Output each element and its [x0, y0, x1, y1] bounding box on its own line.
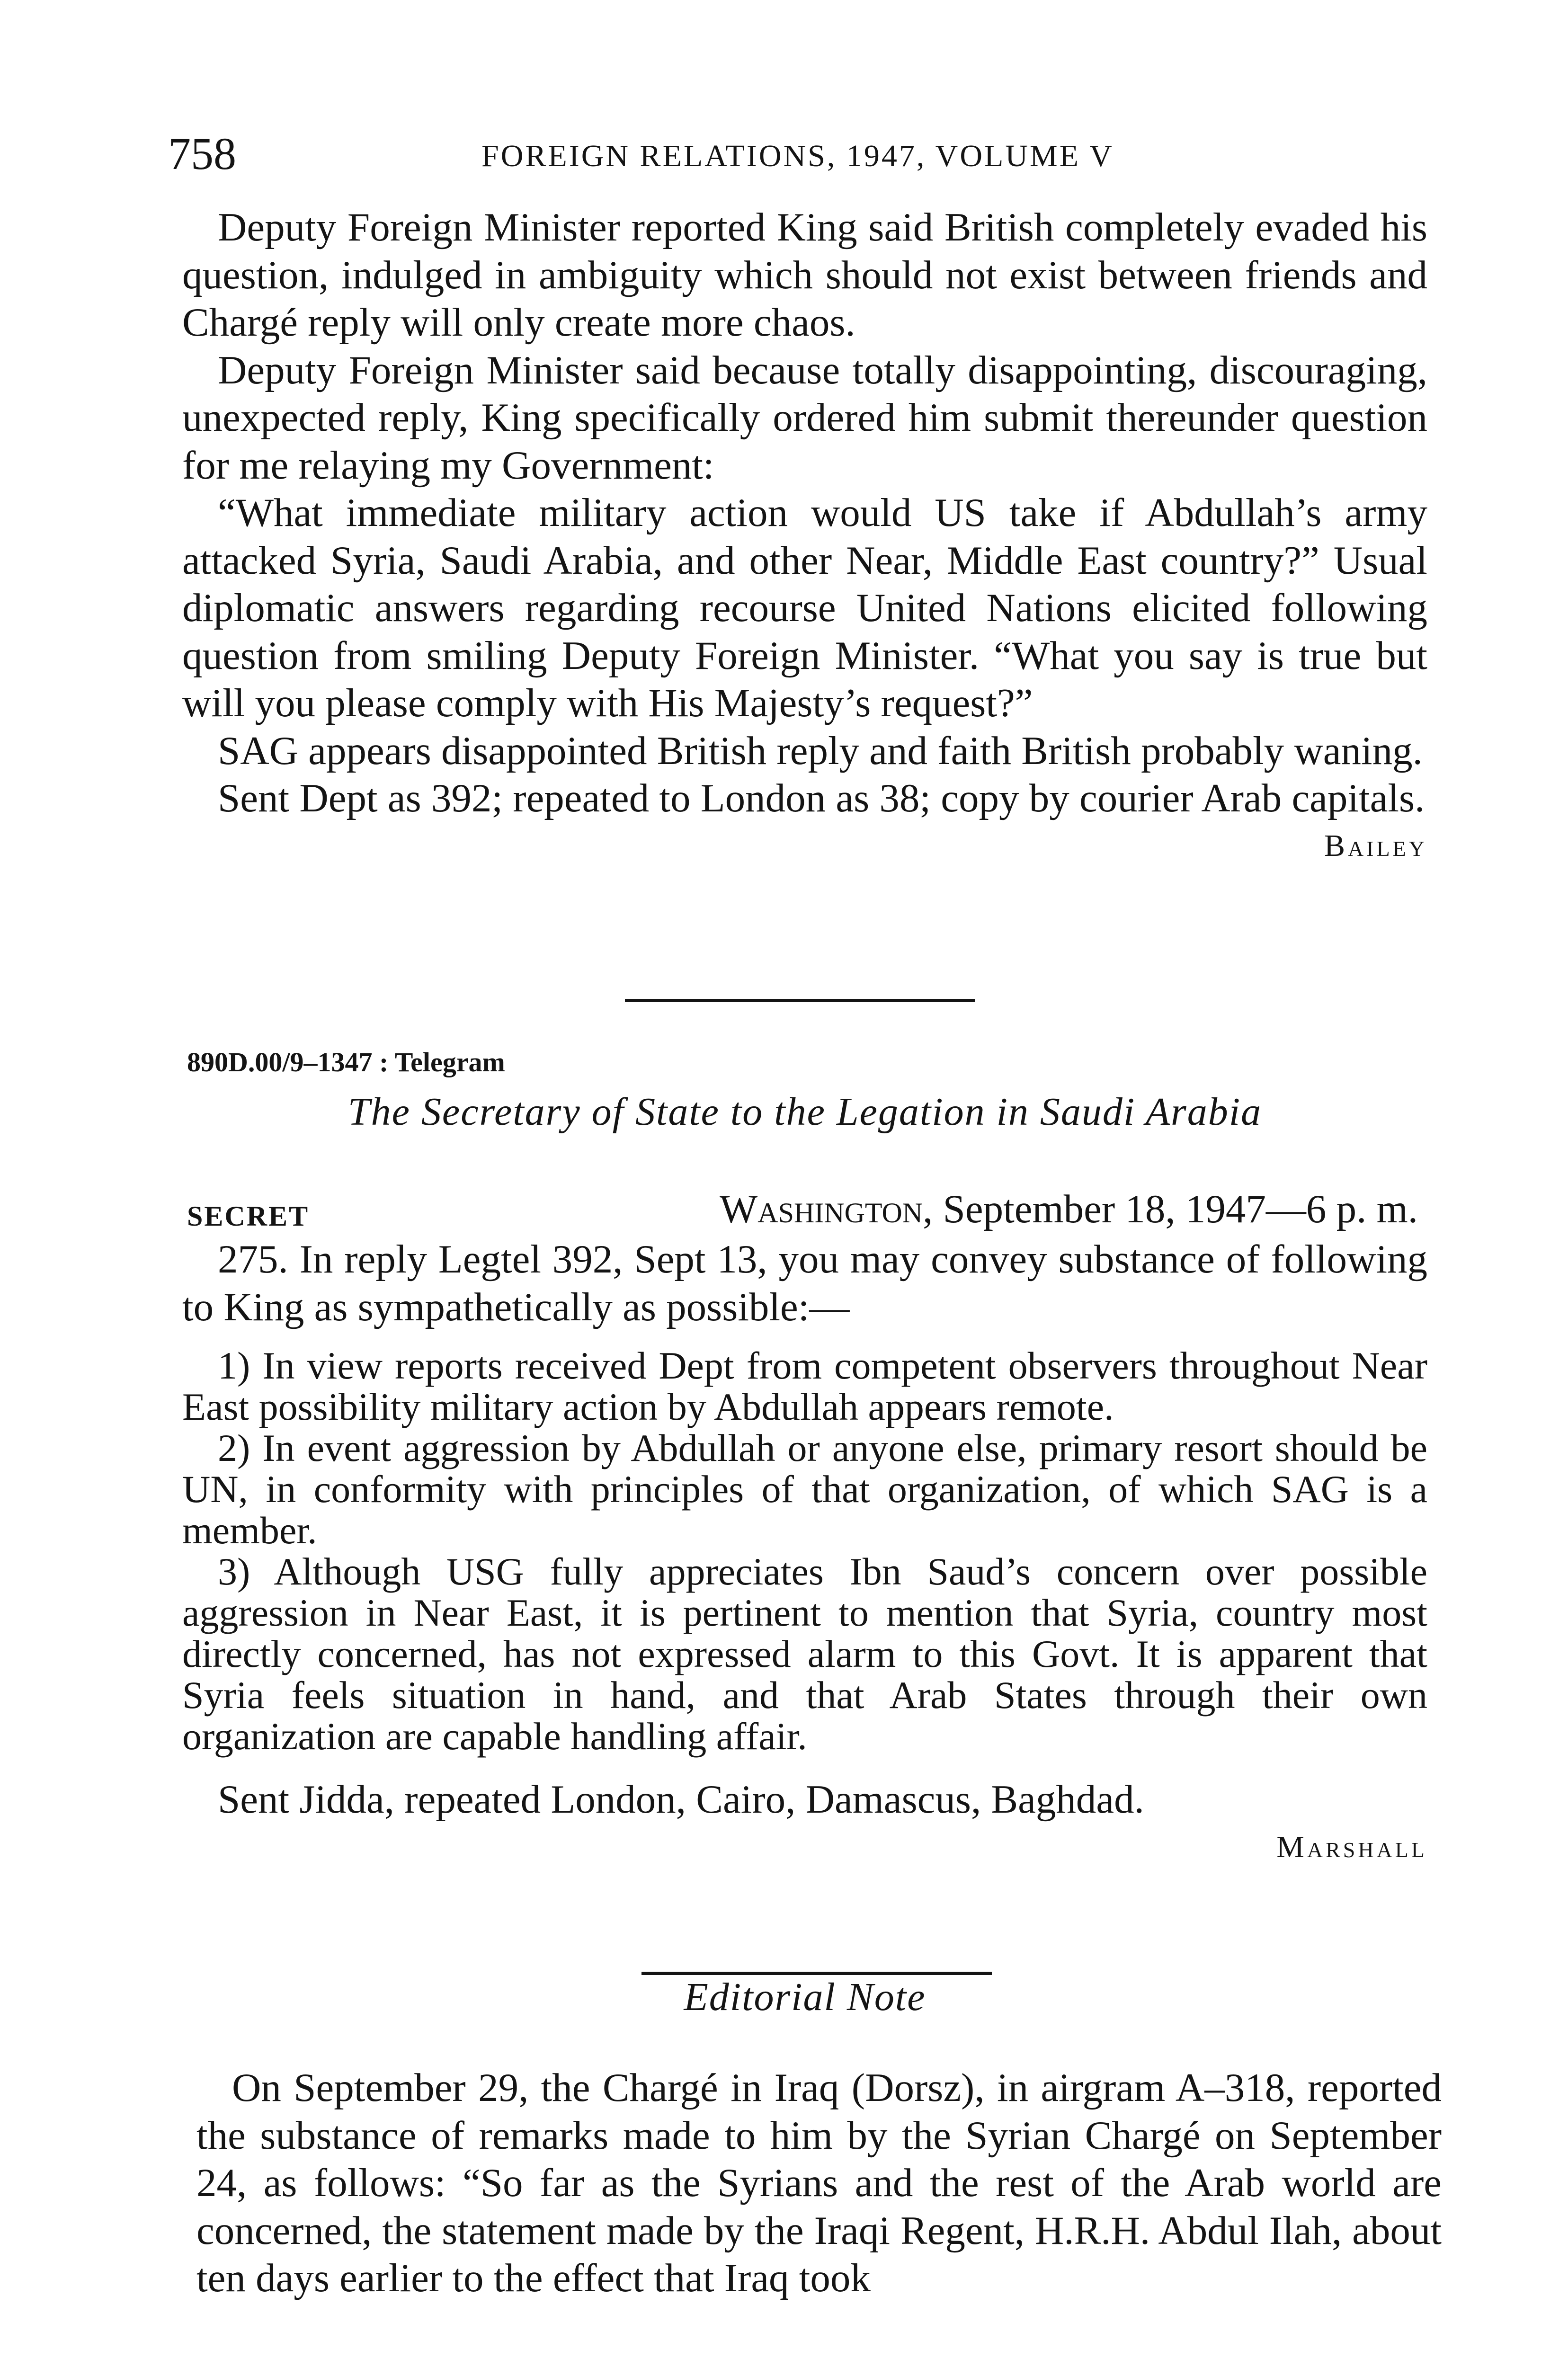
signature-marshall: Marshall: [1276, 1829, 1427, 1864]
point-item: 2) In event aggression by Abdullah or anyone else, primary resort should be UN, in conformity with principles of that organization, of which SAG is a member.: [182, 1426, 1427, 1552]
sent-line: Sent Jidda, repeated London, Cairo, Damascus, Baghdad.: [218, 1777, 1144, 1822]
file-reference: 890D.00/9–1347 : Telegram: [187, 1047, 505, 1077]
top-section: [182, 204, 1427, 870]
point-item: 1) In view reports received Dept from competent observers throughout Near East possibility military action by Abdullah appears remote.: [182, 1344, 1427, 1428]
paragraph: Deputy Foreign Minister reported King said British completely evaded his question, indulged in ambiguity which should not exist between friends and Chargé reply will only create more chaos.: [182, 205, 1427, 345]
place-and-date: [720, 1186, 1418, 1232]
paragraph: “What immediate military action would US take if Abdullah’s army attacked Syria, Saudi Arabia, and other Near, Middle East country?” Usual diplomatic answers regarding recourse United Nations elicited following question from smiling Deputy Foreign Minister. “What you say is true but will you please comply with His Majesty’s request?”: [182, 490, 1427, 725]
telegram-intro: 275. In reply Legtel 392, Sept 13, you may convey substance of following to King as sympathetically as possible:—: [182, 1237, 1427, 1329]
running-head: FOREIGN RELATIONS, 1947, VOLUME V: [481, 139, 1114, 173]
dateline: [187, 1186, 1418, 1233]
document-title: The Secretary of State to the Legation in Saudi Arabia: [347, 1090, 1262, 1134]
signature-bailey: Bailey: [1324, 828, 1427, 863]
date: , September 18, 1947—6 p. m.: [923, 1187, 1418, 1231]
paragraph: Deputy Foreign Minister said because totally disappointing, discouraging, unexpected reply, King specifically ordered him submit thereunder question for me relaying my Government:: [182, 347, 1427, 488]
editorial-note-title: Editorial Note: [684, 1975, 926, 2019]
editorial-paragraph: On September 29, the Chargé in Iraq (Dorsz), in airgram A–318, reported the substance of remarks made to him by the Syrian Chargé on September 24, as follows: “So far as the Syrians and the rest of the Arab world are concerned, the statement made by the Iraqi Regent, H.R.H. Abdul Ilah, about ten days earlier to the effect that Iraq took: [196, 2065, 1442, 2300]
paragraph: SAG appears disappointed British reply and faith British probably waning.: [218, 728, 1423, 773]
paragraph: Sent Dept as 392; repeated to London as 38; copy by courier Arab capitals.: [218, 776, 1425, 820]
point-item: 3) Although USG fully appreciates Ibn Saud’s concern over possible aggression in Near East, it is pertinent to mention that Syria, country most directly concerned, has not expressed alarm to this Govt. It is apparent that Syria feels situation in hand, and that Arab States through their own organization are capable handling affair.: [182, 1550, 1427, 1758]
page-number: 758: [168, 128, 236, 179]
section-divider: [625, 999, 975, 1002]
place: Washington: [720, 1187, 923, 1231]
page-header: [168, 128, 1427, 180]
classification-label: SECRET: [187, 1201, 310, 1232]
telegram-body: [182, 1236, 1427, 1871]
editorial-body: [196, 2064, 1442, 2302]
